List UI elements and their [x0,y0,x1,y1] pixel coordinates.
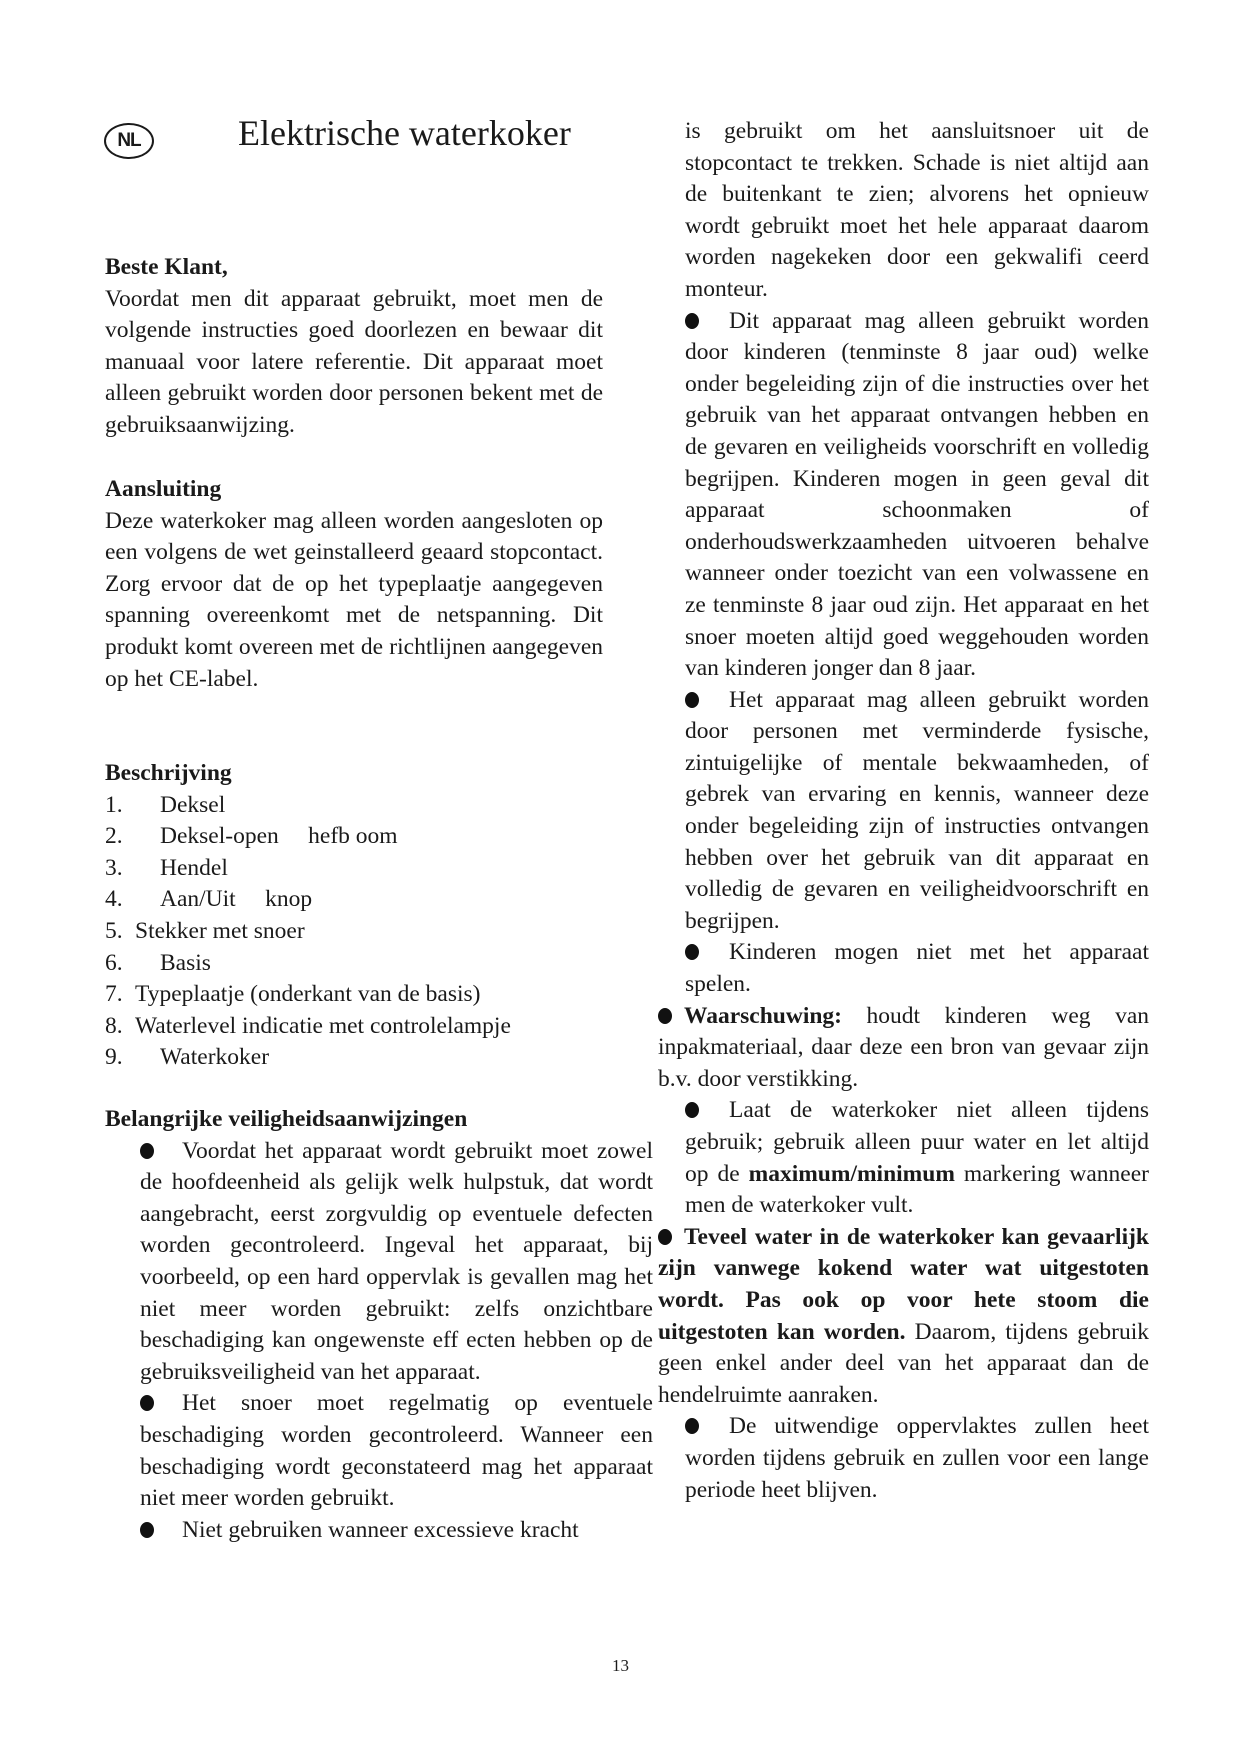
bullet-icon [685,313,699,329]
warning-label: Waarschuwing: [684,1002,842,1029]
item-label: Basis [160,949,211,976]
intro-section [105,252,603,442]
bullet-icon [140,1143,154,1159]
list-item [140,1515,653,1547]
item-label: Hendel [160,854,228,881]
item-label: Aan/Uit knop [160,886,313,913]
bullet-icon [140,1522,154,1538]
item-text: Voordat het apparaat wordt gebruikt moet zowel de hoofdeenheid als gelijk welk hulpstuk, dat wordt aangebracht, eerst zorgvuldig op eventuele defecten worden gecontroleerd. Ingeval het apparaat, bij voorbeeld, op een hard oppervlak is gevallen mag het niet meer worden gebruikt: zelfs onzichtbare beschadiging kan ongewenste eff ecten hebben op de gebruiksveiligheid van het apparaat. [140,1137,653,1385]
description-heading: Beschrijving [105,760,232,786]
item-text: Kinderen mogen niet met het apparaat spelen. [685,939,1149,998]
safety-list [105,1136,653,1547]
connection-heading: Aansluiting [105,476,222,502]
safety-heading: Belangrijke veiligheidsaanwijzingen [105,1106,468,1132]
connection-section [105,474,603,695]
bullet-icon [685,1418,699,1434]
bullet-icon [685,944,699,960]
intro-heading: Beste Klant, [105,254,228,280]
list-item [685,1095,1149,1221]
overfill-text: Daarom, tijdens gebruik geen enkel ander deel van het apparaat dan de hendelruimte aanraken. [658,1318,1150,1408]
item-number: 8. [105,1012,123,1039]
list-item [105,821,603,853]
item-text: Dit apparaat mag alleen gebruikt worden door kinderen (tenminste 8 jaar oud) welke onder begeleiding zijn of die instructies over het gebruik van het apparaat ontvangen hebben en de gevaren en veiligheids voorschrift en volledig begrijpen. Kinderen mogen in geen geval dit apparaat schoonmaken of onderhoudswerkzaamheden uitvoeren behalve wanneer onder toezicht van een volwassene en ze tenminste 8 jaar oud zijn. Het apparaat en het snoer moeten altijd goed weggehouden worden van kinderen jonger dan 8 jaar. [685,307,1149,682]
overfill-warning [658,1222,1149,1412]
bullet-icon [658,1229,672,1245]
item-label: Waterkoker [160,1044,270,1071]
list-item [685,937,1149,1000]
item-label: Stekker met snoer [135,917,305,944]
item-text: Het snoer moet regelmatig op eventuele beschadiging worden gecontroleerd. Wanneer een beschadiging wordt geconstateerd mag het apparaat niet meer worden gebruikt. [140,1390,653,1512]
description-section [105,758,603,1074]
item-text: Het apparaat mag alleen gebruikt worden door personen met verminderde fysische, zintuigelijke of mentale bekwaamheden, of gebrek van ervaring en kennis, wanneer deze onder begeleiding zijn of instructies ontvangen hebben over het gebruik van dit apparaat en volledig de gevaren en veiligheidvoorschrift en begrijpen. [685,686,1149,934]
item-number: 6. [105,949,123,976]
language-badge: NL [104,123,154,159]
item-label: Deksel-open hefb oom [160,823,398,850]
bullet-icon [685,692,699,708]
list-item [105,884,603,916]
overfill-bold-text: Teveel water in de waterkoker kan gevaarlijk zijn vanwege kokend water wat uitgestoten wordt. Pas ook op voor hete stoom die uitgestoten kan worden. [658,1223,1149,1345]
item-label: Typeplaatje (onderkant van de basis) [135,981,481,1008]
list-item [685,685,1149,938]
list-item [140,1136,653,1389]
item-text: De uitwendige oppervlaktes zullen heet worden tijdens gebruik en zullen voor een lange periode heet blijven. [685,1413,1149,1503]
item-number: 9. [105,1044,123,1071]
safety-section [105,1104,653,1546]
list-item [105,853,603,885]
item-number: 3. [105,854,123,881]
item-emphasis: maximum/minimum [748,1160,955,1187]
continuation-text: is gebruikt om het aansluitsnoer uit de stopcontact te trekken. Schade is niet altijd aan de buitenkant te zien; alvorens het opnieuw wordt gebruikt moet het hele apparaat daarom worden nagekeken door een gekwalifi ceerd monteur. [685,118,1149,302]
item-number: 4. [105,886,123,913]
parts-list [105,790,603,1074]
item-number: 7. [105,981,123,1008]
bullet-icon [685,1102,699,1118]
page-number: 13 [612,1656,629,1675]
item-text: Laat de waterkoker niet alleen tijdens gebruik; gebruik alleen puur water en let altijd op de [685,1097,1149,1187]
list-item [105,948,603,980]
list-item [105,916,603,948]
item-number: 5. [105,917,123,944]
list-item [105,790,603,822]
item-text: markering wanneer men de waterkoker vult. [685,1160,1149,1219]
warning-item [658,1001,1149,1096]
item-label: Deksel [160,791,226,818]
bullet-icon [658,1008,672,1024]
list-item [105,1011,603,1043]
list-item [685,1411,1149,1506]
list-item [140,1388,653,1514]
item-text: Niet gebruiken wanneer excessieve kracht [182,1516,579,1543]
connection-text: Deze waterkoker mag alleen worden aangesloten op een volgens de wet geinstalleerd geaard stopcontact. Zorg ervoor dat de op het typeplaatje aangegeven spanning overeenkomt met de netspanning. Dit produkt komt overeen met de richtlijnen aangegeven op het CE-label. [105,507,603,692]
page-title: Elektrische waterkoker [238,113,571,153]
right-column [658,116,1150,1506]
list-item [105,979,603,1011]
list-item [685,306,1149,685]
warning-text: houdt kinderen weg van inpakmateriaal, daar deze een bron van gevaar zijn b.v. door verstikking. [658,1002,1149,1092]
item-number: 1. [105,791,123,818]
bullet-icon [140,1395,154,1411]
item-number: 2. [105,823,123,850]
item-label: Waterlevel indicatie met controlelampje [135,1012,511,1039]
list-item [105,1042,603,1074]
intro-text: Voordat men dit apparaat gebruikt, moet men de volgende instructies goed doorlezen en bewaar dit manuaal voor latere referentie. Dit apparaat moet alleen gebruikt worden door personen bekent met de gebruiksaanwijzing. [105,285,603,438]
